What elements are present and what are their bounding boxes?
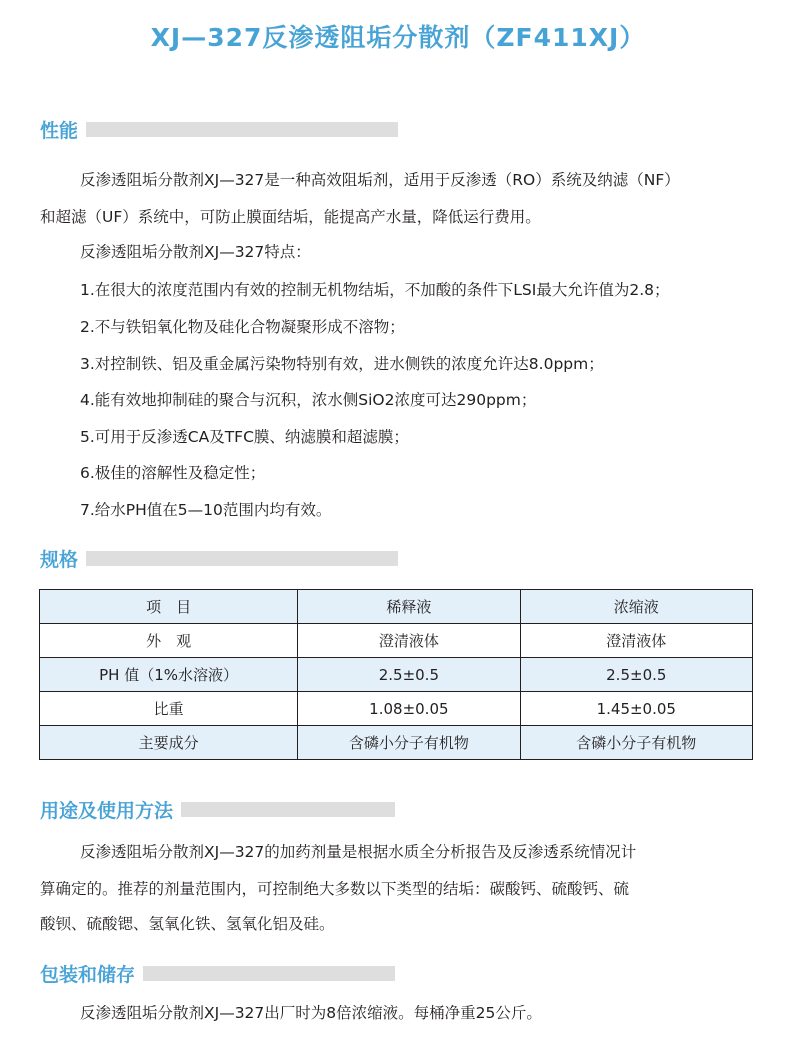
table-header-cell: 浓缩液 bbox=[520, 590, 752, 624]
performance-intro-line-2: 和超滤（UF）系统中，可防止膜面结垢，能提高产水量，降低运行费用。 bbox=[40, 208, 541, 226]
table-cell: 含磷小分子有机物 bbox=[298, 726, 520, 760]
heading-bar bbox=[86, 551, 398, 566]
heading-bar bbox=[86, 122, 398, 137]
table-cell: 主要成分 bbox=[40, 726, 298, 760]
packaging-text: 反渗透阻垢分散剂XJ—327出厂时为8倍浓缩液。每桶净重25公斤。 bbox=[80, 1004, 542, 1022]
section-heading-performance bbox=[40, 116, 398, 142]
feature-item: 4.能有效地抑制硅的聚合与沉积，浓水侧SiO2浓度可达290ppm； bbox=[80, 391, 537, 409]
usage-line: 酸钡、硫酸锶、氢氧化铁、氢氧化铝及硅。 bbox=[40, 915, 335, 933]
section-heading-packaging bbox=[40, 960, 395, 986]
heading-bar bbox=[143, 966, 395, 981]
feature-item: 3.对控制铁、铝及重金属污染物特别有效，进水侧铁的浓度允许达8.0ppm； bbox=[80, 355, 604, 373]
page-title: XJ—327反渗透阻垢分散剂（ZF411XJ） bbox=[150, 23, 646, 52]
table-cell: 澄清液体 bbox=[298, 624, 520, 658]
table-cell: 2.5±0.5 bbox=[298, 658, 520, 692]
spec-table bbox=[39, 589, 753, 760]
table-cell: 外 观 bbox=[40, 624, 298, 658]
table-cell: 1.08±0.05 bbox=[298, 692, 520, 726]
table-cell: 比重 bbox=[40, 692, 298, 726]
feature-item: 6.极佳的溶解性及稳定性； bbox=[80, 464, 266, 482]
section-heading-label: 用途及使用方法 bbox=[40, 799, 174, 822]
section-heading-spec bbox=[40, 545, 398, 571]
heading-bar bbox=[181, 802, 395, 817]
table-row bbox=[40, 692, 753, 726]
usage-line: 算确定的。推荐的剂量范围内，可控制绝大多数以下类型的结垢：碳酸钙、硫酸钙、硫 bbox=[40, 880, 630, 898]
table-row bbox=[40, 726, 753, 760]
table-cell: 含磷小分子有机物 bbox=[520, 726, 752, 760]
features-title: 反渗透阻垢分散剂XJ—327特点： bbox=[80, 243, 311, 261]
table-header-cell: 项 目 bbox=[40, 590, 298, 624]
usage-line: 反渗透阻垢分散剂XJ—327的加药剂量是根据水质全分析报告及反渗透系统情况计 bbox=[80, 843, 637, 861]
table-header-cell: 稀释液 bbox=[298, 590, 520, 624]
section-heading-label: 规格 bbox=[40, 548, 79, 571]
performance-intro-line-1: 反渗透阻垢分散剂XJ—327是一种高效阻垢剂，适用于反渗透（RO）系统及纳滤（NF） bbox=[80, 171, 680, 189]
table-cell: 2.5±0.5 bbox=[520, 658, 752, 692]
section-heading-usage bbox=[40, 796, 395, 822]
feature-item: 1.在很大的浓度范围内有效的控制无机物结垢，不加酸的条件下LSI最大允许值为2.8； bbox=[80, 281, 670, 299]
table-row bbox=[40, 624, 753, 658]
table-cell: 1.45±0.05 bbox=[520, 692, 752, 726]
feature-item: 2.不与铁铝氧化物及硅化合物凝聚形成不溶物； bbox=[80, 318, 405, 336]
table-cell: 澄清液体 bbox=[520, 624, 752, 658]
section-heading-label: 性能 bbox=[40, 119, 79, 142]
table-header-row bbox=[40, 590, 753, 624]
section-heading-label: 包装和储存 bbox=[40, 963, 136, 986]
feature-item: 5.可用于反渗透CA及TFC膜、纳滤膜和超滤膜； bbox=[80, 428, 409, 446]
table-cell: PH 值（1%水溶液） bbox=[40, 658, 298, 692]
table-row bbox=[40, 658, 753, 692]
feature-item: 7.给水PH值在5—10范围内均有效。 bbox=[80, 501, 332, 519]
